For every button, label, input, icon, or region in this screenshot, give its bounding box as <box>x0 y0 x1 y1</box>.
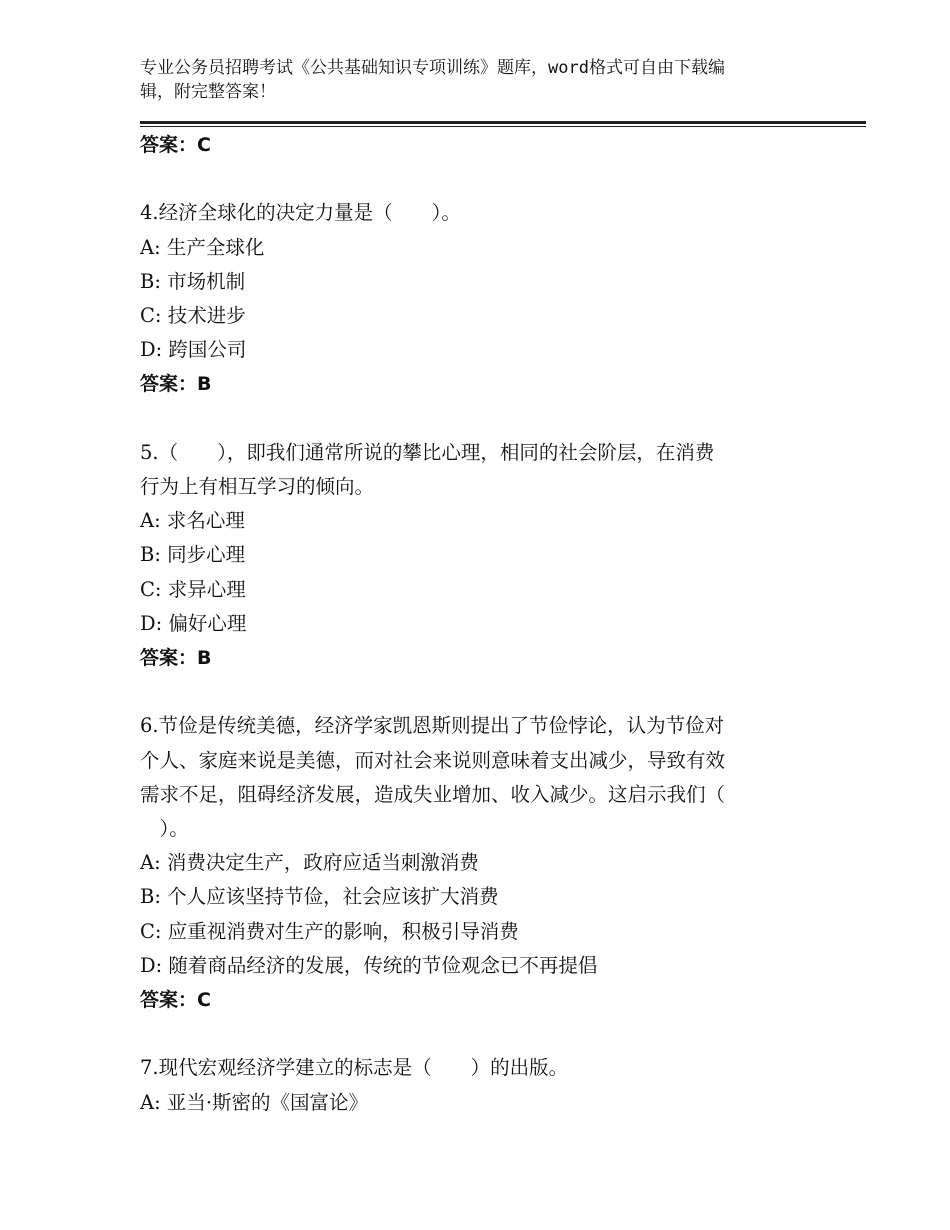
header-rule-thick <box>140 121 866 124</box>
option-a: A: 亚当·斯密的《国富论》 <box>140 1090 369 1114</box>
spacer <box>140 1017 830 1051</box>
option-d: D: 随着商品经济的发展，传统的节俭观念已不再提倡 <box>140 953 598 977</box>
answer-label: 答案：B <box>140 647 212 670</box>
header-line-2: 辑，附完整答案！ <box>140 82 276 102</box>
option-c: C: 技术进步 <box>140 304 246 327</box>
option-b: B: 个人应该坚持节俭，社会应该扩大消费 <box>140 885 499 909</box>
spacer <box>140 402 830 436</box>
option-b: B: 同步心理 <box>140 543 246 567</box>
answer-label: 答案：B <box>140 373 212 396</box>
document-header <box>140 56 780 104</box>
answer-label: 答案：C <box>140 134 211 156</box>
option-a: A: 生产全球化 <box>140 235 265 259</box>
option-c: C: 应重视消费对生产的影响，积极引导消费 <box>140 919 519 943</box>
question-6-stem-line-3: 需求不足，阻碍经济发展，造成失业增加、收入减少。这启示我们（ <box>140 782 726 806</box>
answer-label: 答案：C <box>140 989 211 1012</box>
question-6-stem-line-4: ）。 <box>140 817 189 841</box>
question-5-stem-line-2: 行为上有相互学习的倾向。 <box>140 475 375 498</box>
option-a: A: 求名心理 <box>140 509 245 533</box>
option-d: D: 偏好心理 <box>140 611 247 635</box>
question-6-stem-line-2: 个人、家庭来说是美德，而对社会来说则意味着支出减少，导致有效 <box>140 748 726 772</box>
question-list <box>140 128 830 1120</box>
header-rule-thin <box>140 126 866 127</box>
question-5-stem-line-1: 5.（ ），即我们通常所说的攀比心理，相同的社会阶层，在消费 <box>140 440 715 464</box>
option-b: B: 市场机制 <box>140 269 246 293</box>
question-4-stem: 4.经济全球化的决定力量是（ ）。 <box>140 201 461 225</box>
spacer <box>140 675 830 709</box>
option-d: D: 跨国公司 <box>140 338 247 362</box>
question-6-stem-line-1: 6.节俭是传统美德，经济学家凯恩斯则提出了节俭悖论，认为节俭对 <box>140 714 725 738</box>
option-a: A: 消费决定生产，政府应适当刺激消费 <box>140 851 479 875</box>
question-7-stem: 7.现代宏观经济学建立的标志是（ ）的出版。 <box>140 1056 569 1080</box>
spacer <box>140 162 830 196</box>
header-line-1: 专业公务员招聘考试《公共基础知识专项训练》题库，word格式可自由下载编 <box>140 58 725 78</box>
option-c: C: 求异心理 <box>140 577 246 601</box>
